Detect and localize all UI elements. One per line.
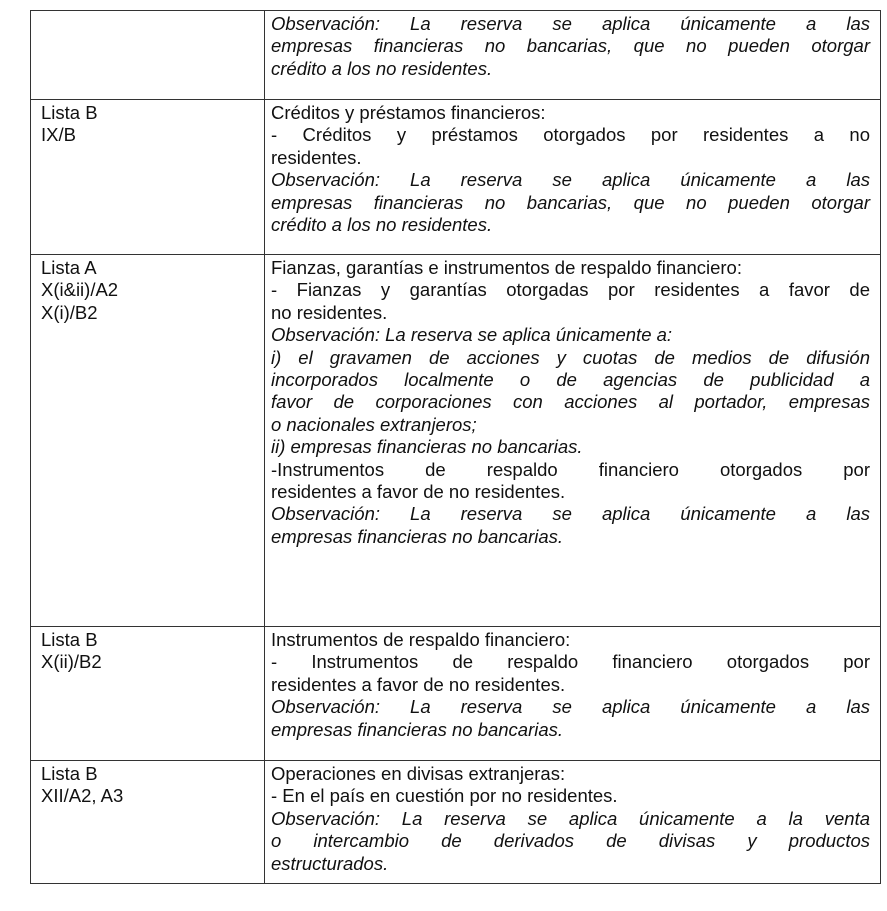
observation-line: Observación: La reserva se aplica únicamente a las: [271, 169, 870, 191]
list-label: Lista B: [41, 763, 98, 784]
observation-line: empresas financieras no bancarias, que no pueden otorgar: [271, 35, 870, 57]
table-row: [31, 255, 881, 627]
list-code: XII/A2, A3: [41, 785, 124, 807]
cell-content: [265, 627, 880, 743]
observation-line: Observación: La reserva se aplica únicamente a las: [271, 696, 870, 718]
observation-line: ii) empresas financieras no bancarias.: [271, 436, 583, 458]
cell-content: [265, 11, 880, 82]
table-row: [31, 11, 881, 100]
table-row: [31, 627, 881, 761]
description-line: - Instrumentos de respaldo financiero otorgados por: [271, 651, 870, 673]
observation-line: empresas financieras no bancarias.: [271, 718, 564, 740]
list-code: X(i)/B2: [41, 301, 98, 323]
cell-content: [31, 100, 264, 149]
description-line: residentes.: [271, 146, 362, 168]
observation-line: o nacionales extranjeros;: [271, 413, 477, 435]
description-cell: [265, 11, 881, 100]
section-heading: Instrumentos de respaldo financiero:: [271, 629, 571, 650]
cell-content: [265, 761, 880, 877]
cell-content: [31, 761, 264, 810]
description-cell: [265, 761, 881, 884]
observation-line: estructurados.: [271, 852, 389, 874]
section-heading: Créditos y préstamos financieros:: [271, 102, 546, 123]
cell-content: [31, 11, 264, 15]
description-line: - Fianzas y garantías otorgadas por residentes a favor de: [271, 279, 870, 301]
description-line: - En el país en cuestión por no residentes.: [271, 785, 618, 807]
description-line: residentes a favor de no residentes.: [271, 673, 566, 695]
observation-line: Observación: La reserva se aplica únicamente a la venta: [271, 807, 870, 829]
list-code: X(i&ii)/A2: [41, 279, 119, 301]
list-label: Lista B: [41, 102, 98, 123]
description-line: - Créditos y préstamos otorgados por residentes a no: [271, 124, 870, 146]
list-code-cell: [31, 100, 265, 255]
observation-line: Observación: La reserva se aplica únicamente a las: [271, 503, 870, 525]
description-cell: [265, 627, 881, 761]
reservations-table: [30, 10, 881, 884]
description-line: -Instrumentos de respaldo financiero otorgados por: [271, 458, 870, 480]
list-code-cell: [31, 627, 265, 761]
observation-line: crédito a los no residentes.: [271, 57, 493, 79]
observation-line: Observación: La reserva se aplica únicamente a:: [271, 324, 673, 346]
description-cell: [265, 100, 881, 255]
table-row: [31, 100, 881, 255]
list-label: Lista A: [41, 257, 97, 278]
list-code-cell: [31, 761, 265, 884]
observation-line: incorporados localmente o de agencias de publicidad a: [271, 369, 870, 391]
description-cell: [265, 255, 881, 627]
observation-line: o intercambio de derivados de divisas y productos: [271, 830, 870, 852]
section-heading: Operaciones en divisas extranjeras:: [271, 763, 566, 784]
observation-line: empresas financieras no bancarias.: [271, 525, 564, 547]
table-row: [31, 761, 881, 884]
observation-line: i) el gravamen de acciones y cuotas de medios de difusión: [271, 346, 870, 368]
observation-line: empresas financieras no bancarias, que no pueden otorgar: [271, 191, 870, 213]
list-code: IX/B: [41, 124, 76, 146]
list-code-cell: [31, 255, 265, 627]
cell-content: [265, 100, 880, 238]
observation-line: favor de corporaciones con acciones al portador, empresas: [271, 391, 870, 413]
description-line: no residentes.: [271, 301, 388, 323]
list-label: Lista B: [41, 629, 98, 650]
observation-line: crédito a los no residentes.: [271, 214, 493, 236]
observation-line: Observación: La reserva se aplica únicamente a las: [271, 13, 870, 34]
list-code: X(ii)/B2: [41, 651, 102, 673]
description-line: residentes a favor de no residentes.: [271, 481, 566, 503]
cell-content: [31, 255, 264, 326]
cell-content: [31, 627, 264, 676]
cell-content: [265, 255, 880, 550]
list-code-cell: [31, 11, 265, 100]
section-heading: Fianzas, garantías e instrumentos de respaldo financiero:: [271, 257, 742, 278]
